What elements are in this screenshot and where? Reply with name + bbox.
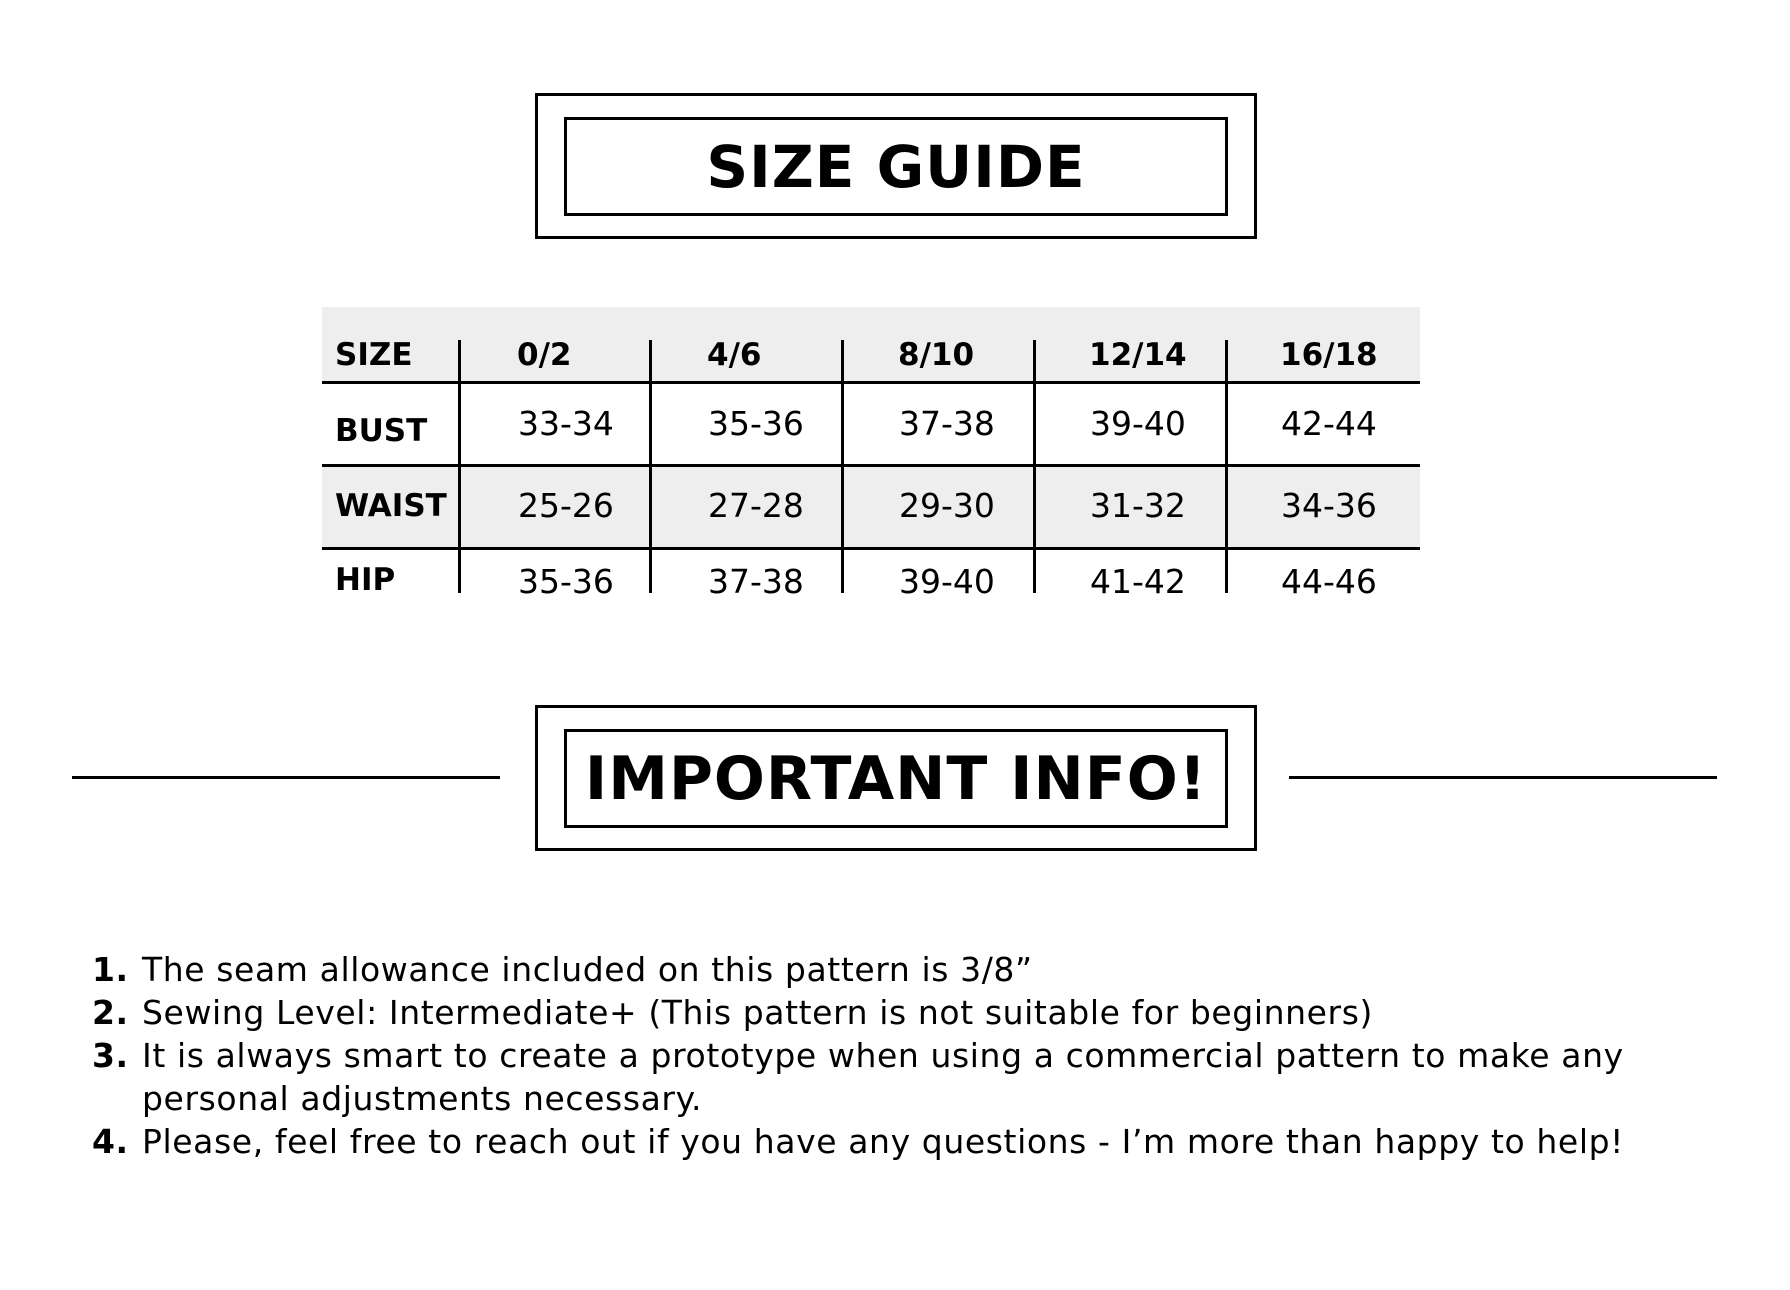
table-cell: 37-38	[708, 562, 804, 601]
header-cell-size-4-6: 4/6	[707, 337, 762, 373]
column-divider	[841, 381, 844, 593]
table-cell: 35-36	[518, 562, 614, 601]
important-info-frame	[535, 705, 1257, 851]
column-divider	[1225, 381, 1228, 593]
important-info-inner-frame	[564, 729, 1228, 828]
size-guide-frame	[535, 93, 1257, 239]
table-divider	[322, 381, 1420, 384]
important-info-title: IMPORTANT INFO!	[584, 743, 1208, 814]
table-cell: 39-40	[1090, 404, 1186, 443]
table-cell: 41-42	[1090, 562, 1186, 601]
table-cell: 31-32	[1090, 486, 1186, 525]
info-item-text: Please, feel free to reach out if you have any questions - I’m more than happy to help!	[142, 1122, 1624, 1161]
table-cell: 27-28	[708, 486, 804, 525]
table-cell: 34-36	[1281, 486, 1377, 525]
row-label-bust: BUST	[335, 413, 428, 449]
column-divider	[1033, 340, 1036, 381]
size-guide-title: SIZE GUIDE	[706, 132, 1086, 201]
table-cell: 35-36	[708, 404, 804, 443]
header-cell-size-0-2: 0/2	[517, 337, 572, 373]
info-item	[92, 948, 1752, 991]
size-guide-inner-frame	[564, 117, 1228, 216]
header-cell-size-12-14: 12/14	[1089, 337, 1187, 373]
left-decorative-rule	[72, 776, 500, 779]
column-divider	[841, 340, 844, 381]
info-item-number: 3.	[92, 1036, 129, 1075]
table-cell: 25-26	[518, 486, 614, 525]
column-divider	[1033, 381, 1036, 593]
column-divider	[649, 340, 652, 381]
table-cell: 37-38	[899, 404, 995, 443]
row-label-hip: HIP	[335, 562, 396, 598]
header-cell-size-16-18: 16/18	[1280, 337, 1378, 373]
column-divider	[649, 381, 652, 593]
column-divider	[458, 381, 461, 593]
info-item-text: The seam allowance included on this pattern is 3/8”	[142, 950, 1033, 989]
size-table	[322, 307, 1420, 601]
info-item	[92, 1120, 1752, 1163]
table-cell: 39-40	[899, 562, 995, 601]
table-cell: 44-46	[1281, 562, 1377, 601]
info-item	[92, 991, 1752, 1034]
table-cell: 29-30	[899, 486, 995, 525]
info-item	[92, 1034, 1752, 1120]
header-cell-size: SIZE	[335, 337, 413, 373]
table-divider	[322, 464, 1420, 467]
waist-row-band	[322, 467, 1420, 549]
header-cell-size-8-10: 8/10	[898, 337, 975, 373]
table-cell: 33-34	[518, 404, 614, 443]
info-item-text: It is always smart to create a prototype when using a commercial pattern to make any personal adjustments necessary.	[142, 1036, 1624, 1118]
row-label-waist: WAIST	[335, 488, 447, 524]
column-divider	[458, 340, 461, 381]
header-row-band	[322, 307, 1420, 383]
info-item-number: 4.	[92, 1122, 129, 1161]
table-divider	[322, 547, 1420, 550]
info-item-number: 2.	[92, 993, 129, 1032]
info-list	[92, 948, 1752, 1163]
info-item-text: Sewing Level: Intermediate+ (This pattern is not suitable for beginners)	[142, 993, 1373, 1032]
table-cell: 42-44	[1281, 404, 1377, 443]
info-item-number: 1.	[92, 950, 129, 989]
column-divider	[1225, 340, 1228, 381]
right-decorative-rule	[1289, 776, 1717, 779]
